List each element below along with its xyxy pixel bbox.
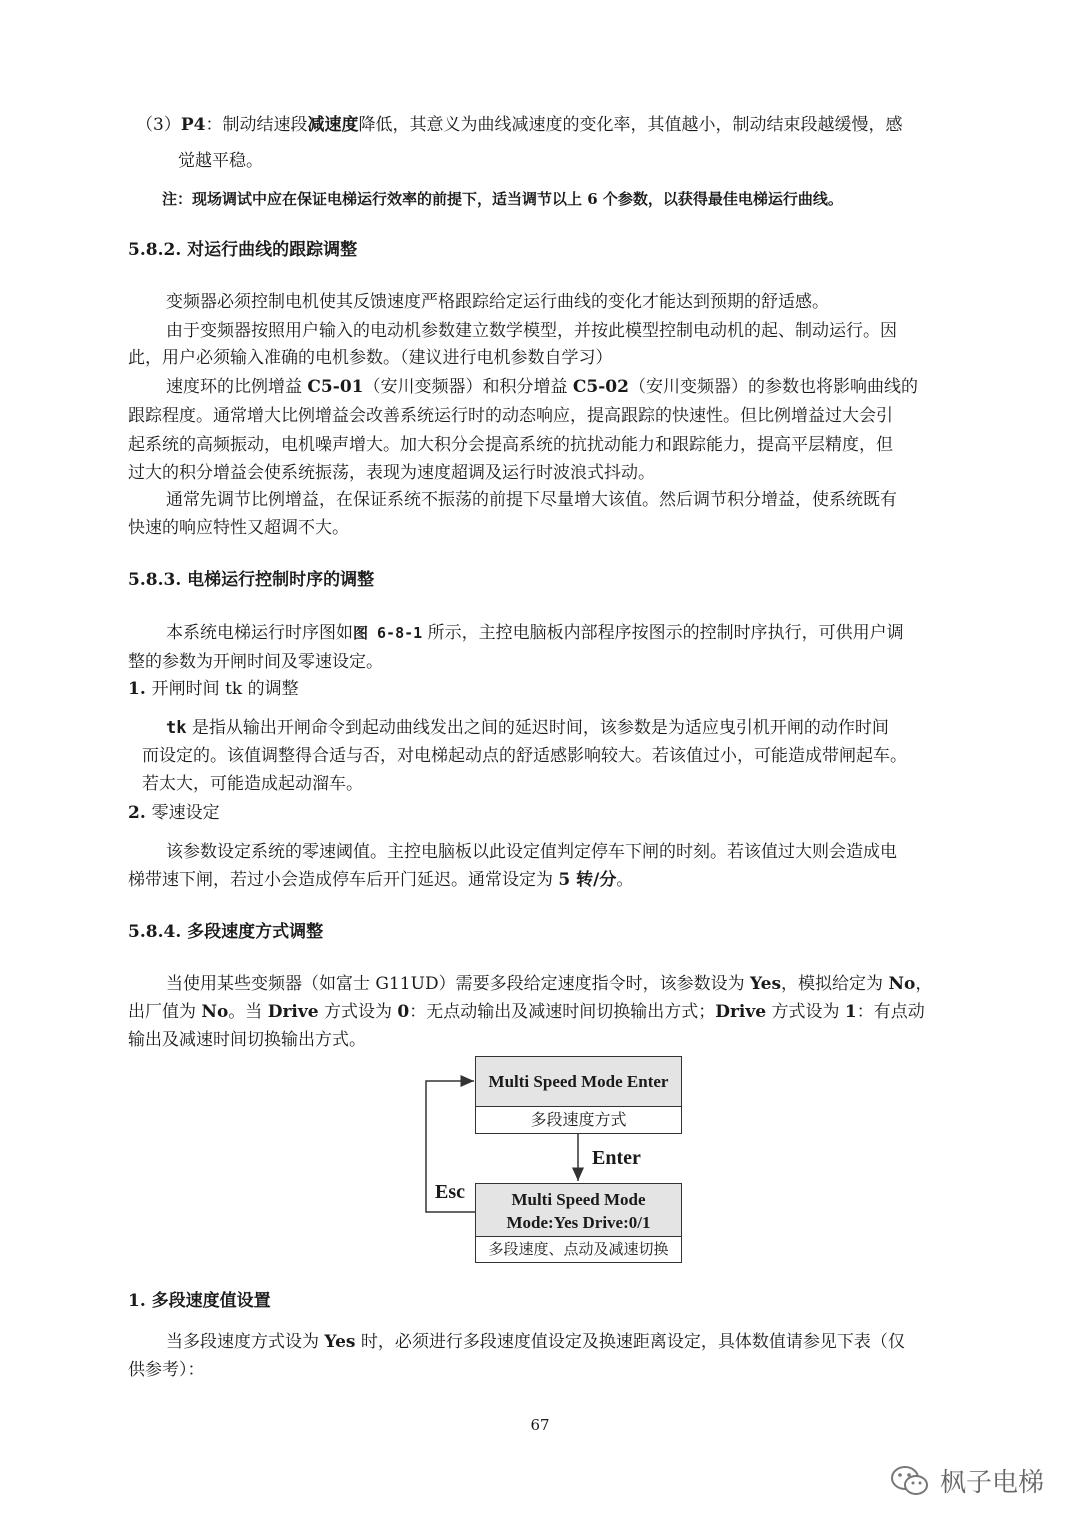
- para-line: 而设定的。该值调整得合适与否，对电梯起动点的舒适感影响较大。若该值过小，可能造成带闸起车。: [142, 746, 907, 766]
- subheading-2: 2. 零速设定: [128, 803, 220, 823]
- para-line: 速度环的比例增益 C5-01（安川变频器）和积分增益 C5-02（安川变频器）的参数也将影响曲线的: [166, 377, 918, 397]
- page-number: 67: [530, 1416, 550, 1434]
- para-line: 供参考）：: [128, 1360, 205, 1380]
- menu-box-multi-speed: [475, 1056, 682, 1134]
- box2-line2: Mode:Yes Drive:0/1: [506, 1213, 651, 1232]
- box1-title: Multi Speed Mode Enter: [476, 1057, 681, 1107]
- wechat-icon: [890, 1464, 930, 1498]
- p4-line2: 觉越平稳。: [178, 151, 263, 171]
- para-line: 通常先调节比例增益，在保证系统不振荡的前提下尽量增大该值。然后调节积分增益，使系统既有: [166, 490, 897, 510]
- menu-box-mode-setting: [475, 1183, 682, 1263]
- note: 注：现场调试中应在保证电梯运行效率的前提下，适当调节以上 6 个参数，以获得最佳电梯运行曲线。: [162, 190, 843, 208]
- heading-5-8-4: 5.8.4. 多段速度方式调整: [128, 922, 324, 942]
- esc-label: Esc: [435, 1181, 465, 1203]
- p4-line1: （3）P4：制动结速段减速度降低，其意义为曲线减速度的变化率，其值越小，制动结束段越缓慢，感: [136, 115, 903, 135]
- para-line: 当多段速度方式设为 Yes 时，必须进行多段速度值设定及换速距离设定，具体数值请参见下表（仅: [166, 1332, 905, 1352]
- para-line: 由于变频器按照用户输入的电动机参数建立数学模型，并按此模型控制电动机的起、制动运行。因: [166, 321, 897, 341]
- watermark: [890, 1462, 1044, 1499]
- para-line: 整的参数为开闸时间及零速设定。: [128, 652, 383, 672]
- para-line: 梯带速下闸，若过小会造成停车后开门延迟。通常设定为 5 转/分。: [128, 870, 634, 890]
- para-line: 起系统的高频振动，电机噪声增大。加大积分会提高系统的抗扰动能力和跟踪能力，提高平层精度，但: [128, 435, 893, 455]
- enter-label: Enter: [592, 1147, 641, 1169]
- para-line: tk 是指从输出开闸命令到起动曲线发出之间的延迟时间，该参数是为适应曳引机开闸的动作时间: [166, 718, 889, 738]
- box2-line1: Multi Speed Mode: [511, 1190, 646, 1209]
- para-line: 此，用户必须输入准确的电机参数。（建议进行电机参数自学习）: [128, 348, 613, 368]
- para-line: 本系统电梯运行时序图如图 6-8-1 所示，主控电脑板内部程序按图示的控制时序执行，可供用户调: [166, 623, 904, 643]
- para-line: 过大的积分增益会使系统振荡，表现为速度超调及运行时波浪式抖动。: [128, 463, 655, 483]
- watermark-text: 枫子电梯: [939, 1468, 1044, 1498]
- para-line: 变频器必须控制电机使其反馈速度严格跟踪给定运行曲线的变化才能达到预期的舒适感。: [166, 292, 829, 312]
- heading-5-8-2: 5.8.2. 对运行曲线的跟踪调整: [128, 240, 358, 260]
- para-line: 输出及减速时间切换输出方式。: [128, 1030, 366, 1050]
- para-line: 出厂值为 No。当 Drive 方式设为 0：无点动输出及减速时间切换输出方式；Drive 方式设为 1：有点动: [128, 1002, 925, 1022]
- box1-subtitle: 多段速度方式: [530, 1110, 627, 1129]
- box2-subtitle: 多段速度、点动及减速切换: [488, 1240, 669, 1258]
- para-line: 跟踪程度。通常增大比例增益会改善系统运行时的动态响应，提高跟踪的快速性。但比例增益过大会引: [128, 406, 893, 426]
- para-line: 该参数设定系统的零速阈值。主控电脑板以此设定值判定停车下闸的时刻。若该值过大则会造成电: [166, 842, 897, 862]
- para-line: 快速的响应特性又超调不大。: [128, 518, 349, 538]
- heading-multi-speed-values: 1. 多段速度值设置: [128, 1291, 271, 1311]
- para-line: 当使用某些变频器（如富士 G11UD）需要多段给定速度指令时，该参数设为 Yes，模拟给定为 No，: [166, 974, 933, 994]
- para-line: 若太大，可能造成起动溜车。: [142, 774, 363, 794]
- heading-5-8-3: 5.8.3. 电梯运行控制时序的调整: [128, 570, 375, 590]
- subheading-1: 1. 开闸时间 tk 的调整: [128, 679, 299, 699]
